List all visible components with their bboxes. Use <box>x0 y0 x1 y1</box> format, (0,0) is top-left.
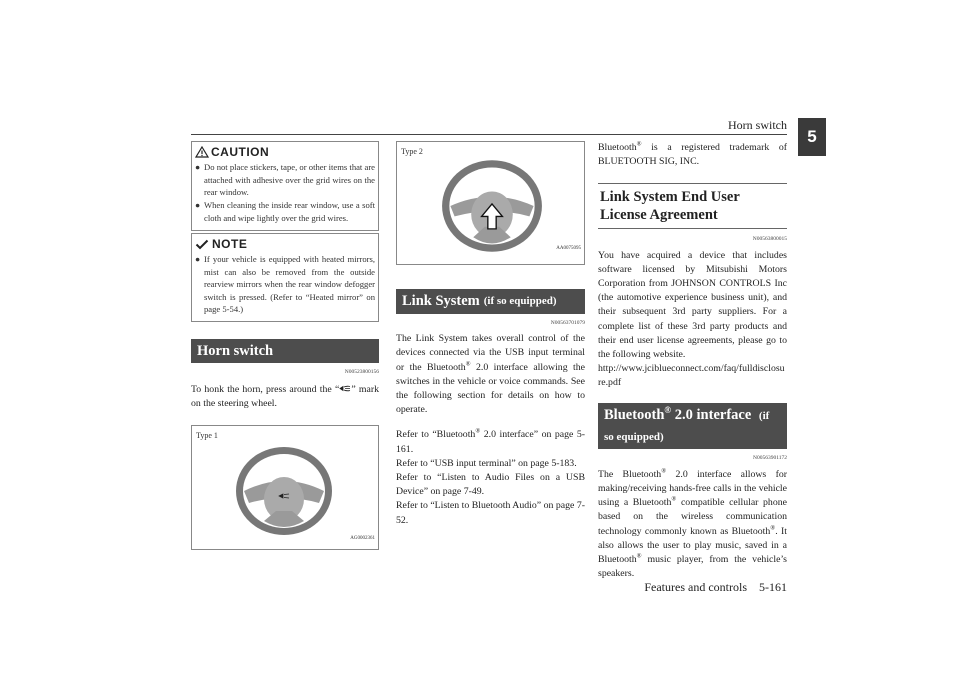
trademark-notice: Bluetooth® is a registered trademark of BLUETOOTH SIG, INC. <box>598 140 787 168</box>
link-system-paragraph: The Link System takes overall control of the devices connected via the USB input terminal or the Bluetooth® 2.0 interface allowing the switches in the vehicle or voice commands. See the following section for details on how to operate. <box>396 333 585 416</box>
figure-code: AG0002361 <box>350 535 375 541</box>
reference-link[interactable]: Refer to “Bluetooth® 2.0 interface” on page 5-161. <box>396 428 585 455</box>
horn-figure-type1 <box>191 425 379 550</box>
caution-list <box>195 161 375 224</box>
bullet-icon: ● <box>195 200 201 211</box>
list-item: ● If your vehicle is equipped with heated mirrors, mist can also be removed from the outside rearview mirrors when the rear window defogger switch is pressed. (Refer to “Heated mirror” on page 5-54.) <box>195 254 375 315</box>
column-2 <box>396 141 585 528</box>
note-list <box>195 253 375 315</box>
bluetooth-code: N00563901172 <box>752 454 787 461</box>
caution-box <box>191 141 379 231</box>
figure-label: Type 2 <box>401 147 423 156</box>
bluetooth-paragraph: The Bluetooth® 2.0 interface allows for making/receiving hands-free calls in the vehicle using a Bluetooth® compatible cellular phone based on the wireless communication technology commonly known as Bluetooth®. It also allows the user to play music, saved in a Bluetooth® music player, from the vehicle’s speakers. <box>598 467 788 580</box>
running-header-title: Horn switch <box>728 118 787 132</box>
list-item: ● Do not place stickers, tape, or other items that are attached with adhesive over the grid wires on the rear window. <box>195 162 375 198</box>
note-label: NOTE <box>212 237 248 252</box>
reference-link[interactable]: Refer to “Listen to Bluetooth Audio” on page 7-52. <box>396 500 585 526</box>
warning-triangle-icon <box>195 146 209 158</box>
link-system-heading: Link System (if so equipped) <box>396 289 585 314</box>
page-footer: Features and controls 5-161 <box>644 580 787 594</box>
bullet-icon: ● <box>195 162 201 173</box>
caution-header <box>195 145 375 159</box>
caution-label: CAUTION <box>211 145 270 159</box>
figure-label: Type 1 <box>196 431 218 441</box>
eula-url-link[interactable]: http://www.jciblueconnect.com/faq/fulldisclosure.pdf <box>598 363 785 389</box>
column-1 <box>191 141 379 550</box>
chapter-tab: 5 <box>798 118 826 156</box>
steering-wheel-icon <box>440 154 544 258</box>
link-system-references <box>396 428 585 527</box>
eula-heading: Link System End User License Agreement <box>598 183 787 229</box>
column-3 <box>598 141 787 581</box>
horn-mark-icon <box>339 385 351 392</box>
list-item: ● When cleaning the inside rear window, use a soft cloth and wipe lightly over the grid wires. <box>195 200 375 223</box>
reference-link[interactable]: Refer to “Listen to Audio Files on a USB Device” on page 7-49. <box>396 472 585 498</box>
eula-paragraph: You have acquired a device that includes software licensed by Mitsubishi Motors Corporation from JOHNSON CONTROLS Inc (the automotive experience business unit), and their subsequent 3rd party suppliers. For a complete list of these 3rd party products and their end user license agreements, please go to the following website. <box>598 249 787 361</box>
bullet-icon: ● <box>195 254 201 265</box>
horn-section-code: N00523800156 <box>344 369 379 376</box>
checkmark-icon <box>195 239 209 250</box>
reference-link[interactable]: Refer to “USB input terminal” on page 5-183. <box>396 457 577 469</box>
horn-section-heading: Horn switch <box>191 339 379 363</box>
horn-instruction: To honk the horn, press around the “ ” mark on the steering wheel. <box>191 383 380 409</box>
steering-wheel-icon <box>234 441 334 541</box>
eula-code: N00563800015 <box>752 236 787 243</box>
header-rule <box>191 134 787 135</box>
note-box <box>191 233 379 322</box>
bluetooth-heading: Bluetooth® 2.0 interface (if so equipped) <box>598 403 787 449</box>
link-system-code: N00563701079 <box>550 320 585 326</box>
figure-code: AA0075095 <box>556 245 581 251</box>
note-header <box>195 237 375 251</box>
horn-figure-type2 <box>396 141 585 265</box>
